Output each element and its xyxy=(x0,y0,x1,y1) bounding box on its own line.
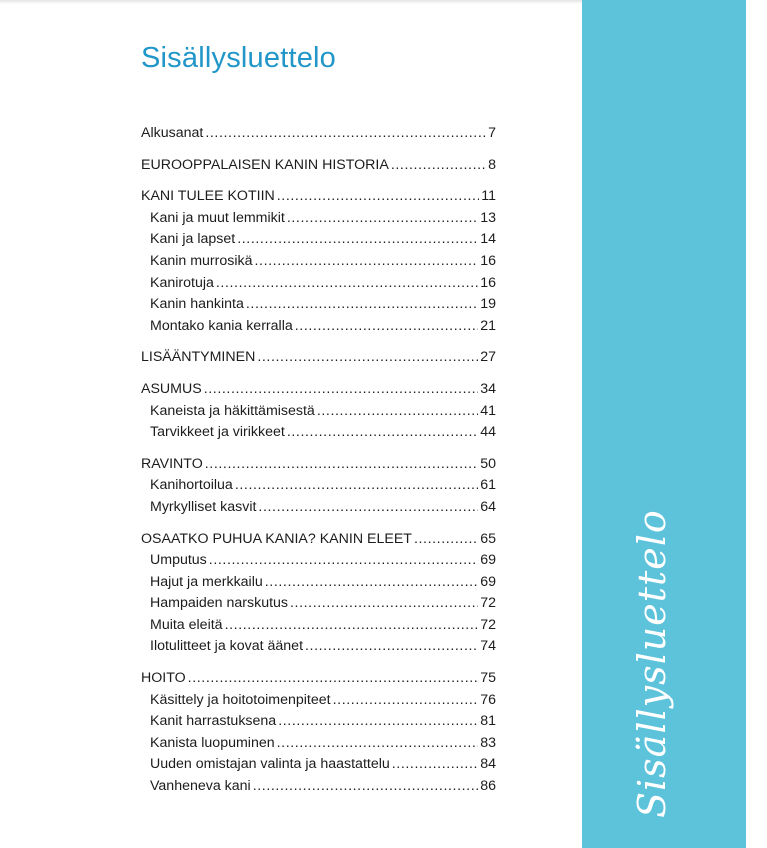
dot-leader xyxy=(205,123,486,145)
toc-section xyxy=(141,668,496,798)
toc-page-number: 84 xyxy=(480,756,496,773)
toc-subentry[interactable] xyxy=(141,711,496,733)
toc-subentry[interactable] xyxy=(141,316,496,338)
toc-page-number: 64 xyxy=(480,498,496,515)
toc-entry[interactable] xyxy=(141,379,496,401)
toc-page-number: 27 xyxy=(480,349,496,366)
dot-leader xyxy=(278,711,478,733)
toc-entry-label: EUROOPPALAISEN KANIN HISTORIA xyxy=(141,156,389,173)
dot-leader xyxy=(204,379,479,401)
toc-section xyxy=(141,186,496,337)
toc-entry-label: Käsittely ja hoitotoimenpiteet xyxy=(150,691,331,708)
toc-entry[interactable] xyxy=(141,123,496,145)
toc-subentry[interactable] xyxy=(141,572,496,594)
toc-page-number: 7 xyxy=(488,125,496,141)
dot-leader xyxy=(391,155,486,177)
toc-page-number: 11 xyxy=(481,188,496,205)
toc-entry-label: RAVINTO xyxy=(141,455,203,472)
toc-subentry[interactable] xyxy=(141,229,496,251)
toc-entry-label: Kanirotuja xyxy=(150,274,214,291)
toc-subentry[interactable] xyxy=(141,776,496,798)
toc-page-number: 81 xyxy=(480,713,496,730)
dot-leader xyxy=(277,186,480,208)
toc-entry-label: Kani ja lapset xyxy=(150,231,236,248)
dot-leader xyxy=(246,294,478,316)
toc-entry-label: Montako kania kerralla xyxy=(150,317,293,334)
toc-entry-label: Alkusanat xyxy=(141,125,204,141)
dot-leader xyxy=(205,454,478,476)
toc-subentry[interactable] xyxy=(141,497,496,519)
toc-page-number: 16 xyxy=(480,274,496,291)
table-of-contents xyxy=(141,123,496,808)
toc-entry-label: Vanheneva kani xyxy=(150,778,251,795)
toc-entry-label: Kanihortoilua xyxy=(150,477,233,494)
dot-leader xyxy=(287,208,478,230)
toc-subentry[interactable] xyxy=(141,273,496,295)
toc-page-number: 83 xyxy=(480,734,496,751)
dot-leader xyxy=(255,251,479,273)
toc-entry-label: Uuden omistajan valinta ja haastattelu xyxy=(150,756,390,773)
toc-entry-label: Kanit harrastuksena xyxy=(150,713,277,730)
toc-page-number: 21 xyxy=(480,317,496,334)
toc-page-number: 72 xyxy=(480,595,496,612)
page-margin xyxy=(746,0,767,848)
toc-entry-label: LISÄÄNTYMINEN xyxy=(141,349,256,366)
toc-subentry[interactable] xyxy=(141,754,496,776)
toc-subentry[interactable] xyxy=(141,422,496,444)
toc-subentry[interactable] xyxy=(141,251,496,273)
toc-entry[interactable] xyxy=(141,347,496,369)
toc-page-number: 72 xyxy=(480,616,496,633)
toc-section xyxy=(141,347,496,369)
toc-entry[interactable] xyxy=(141,454,496,476)
dot-leader xyxy=(235,475,478,497)
dot-leader xyxy=(317,401,478,423)
toc-entry-label: OSAATKO PUHUA KANIA? KANIN ELEET xyxy=(141,530,412,547)
toc-page-number: 75 xyxy=(480,670,496,687)
dot-leader xyxy=(414,529,478,551)
toc-entry[interactable] xyxy=(141,155,496,177)
toc-entry-label: Kanin murrosikä xyxy=(150,252,253,269)
toc-entry-label: Myrkylliset kasvit xyxy=(150,498,257,515)
dot-leader xyxy=(305,636,478,658)
toc-page-number: 14 xyxy=(480,231,496,248)
toc-subentry[interactable] xyxy=(141,733,496,755)
toc-subentry[interactable] xyxy=(141,208,496,230)
toc-subentry[interactable] xyxy=(141,401,496,423)
toc-entry-label: Muita eleitä xyxy=(150,616,223,633)
dot-leader xyxy=(295,316,478,338)
toc-subentry[interactable] xyxy=(141,636,496,658)
toc-entry-label: ASUMUS xyxy=(141,380,202,397)
page-title: Sisällysluettelo xyxy=(141,42,337,74)
toc-page-number: 69 xyxy=(480,552,496,569)
dot-leader xyxy=(188,668,479,690)
dot-leader xyxy=(287,422,478,444)
toc-page-number: 13 xyxy=(480,209,496,226)
toc-page-number: 8 xyxy=(488,156,496,173)
toc-page-number: 16 xyxy=(480,252,496,269)
toc-subentry[interactable] xyxy=(141,475,496,497)
toc-entry-label: Kaneista ja häkittämisestä xyxy=(150,402,315,419)
toc-subentry[interactable] xyxy=(141,294,496,316)
toc-page-number: 65 xyxy=(480,530,496,547)
toc-entry[interactable] xyxy=(141,529,496,551)
dot-leader xyxy=(265,572,478,594)
toc-page-number: 41 xyxy=(480,402,496,419)
dot-leader xyxy=(277,733,479,755)
toc-page-number: 61 xyxy=(480,477,496,494)
toc-entry-label: Kanin hankinta xyxy=(150,296,244,313)
toc-subentry[interactable] xyxy=(141,593,496,615)
dot-leader xyxy=(237,229,478,251)
toc-section xyxy=(141,379,496,444)
dot-leader xyxy=(253,776,479,798)
dot-leader xyxy=(333,690,479,712)
dot-leader xyxy=(257,347,478,369)
toc-entry[interactable] xyxy=(141,668,496,690)
toc-page-number: 44 xyxy=(480,424,496,441)
toc-section xyxy=(141,529,496,659)
dot-leader xyxy=(392,754,478,776)
toc-entry-label: Hampaiden narskutus xyxy=(150,595,289,612)
toc-entry-label: Ilotulitteet ja kovat äänet xyxy=(150,638,304,655)
toc-page-number: 86 xyxy=(480,778,496,795)
dot-leader xyxy=(290,593,478,615)
sidebar-title: Sisällysluettelo xyxy=(630,509,674,818)
toc-section xyxy=(141,123,496,145)
dot-leader xyxy=(209,550,478,572)
toc-page-number: 19 xyxy=(480,296,496,313)
toc-page-number: 76 xyxy=(480,691,496,708)
toc-subentry[interactable] xyxy=(141,615,496,637)
toc-page-number: 34 xyxy=(480,380,496,397)
toc-page-number: 74 xyxy=(480,638,496,655)
toc-entry-label: Kani ja muut lemmikit xyxy=(150,209,285,226)
toc-entry[interactable] xyxy=(141,186,496,208)
dot-leader xyxy=(225,615,479,637)
toc-entry-label: KANI TULEE KOTIIN xyxy=(141,188,275,205)
toc-entry-label: Umputus xyxy=(150,552,207,569)
toc-subentry[interactable] xyxy=(141,690,496,712)
toc-section xyxy=(141,454,496,519)
toc-section xyxy=(141,155,496,177)
toc-subentry[interactable] xyxy=(141,550,496,572)
toc-page-number: 50 xyxy=(480,455,496,472)
toc-entry-label: Kanista luopuminen xyxy=(150,734,275,751)
toc-entry-label: HOITO xyxy=(141,670,186,687)
dot-leader xyxy=(258,497,478,519)
toc-page-number: 69 xyxy=(480,573,496,590)
toc-entry-label: Hajut ja merkkailu xyxy=(150,573,263,590)
dot-leader xyxy=(216,273,478,295)
toc-entry-label: Tarvikkeet ja virikkeet xyxy=(150,424,285,441)
